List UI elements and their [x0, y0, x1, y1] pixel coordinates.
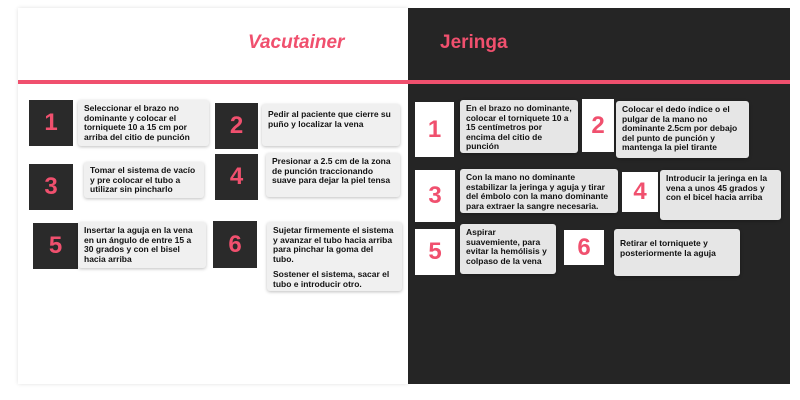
jeringa-step-5-number: 5: [415, 229, 455, 275]
jeringa-step-2-text: Colocar el dedo índice o el pulgar de la mano no dominante 2.5cm por debajo del punto de punción y mantenga la piel tirante: [616, 101, 749, 158]
jeringa-step-6-text: Retirar el torniquete y posteriormente la aguja: [614, 229, 740, 276]
jeringa-step-6-number: 6: [564, 230, 604, 265]
vacutainer-step-6-number: 6: [213, 221, 257, 268]
vacutainer-step-6-text-b: Sostener el sistema, sacar el tubo e introducir otro.: [273, 269, 390, 289]
jeringa-title: Jeringa: [440, 32, 508, 53]
vacutainer-step-2-text: Pedir al paciente que cierre su puño y localizar la vena: [262, 104, 400, 146]
vacutainer-step-5-text: Insertar la aguja en la vena en un ángulo de entre 15 a 30 grados y con el bisel hacia arriba: [78, 222, 206, 268]
jeringa-step-1-number: 1: [415, 102, 454, 157]
jeringa-step-4-text: Introducir la jeringa en la vena a unos 45 grados y con el bicel hacia arriba: [660, 170, 781, 220]
header-divider: [18, 80, 790, 84]
jeringa-step-4-number: 4: [622, 172, 658, 212]
vacutainer-step-3-number: 3: [29, 164, 73, 210]
vacutainer-step-2-number: 2: [215, 103, 258, 149]
jeringa-step-1-text: En el brazo no dominante, colocar el torniquete 10 a 15 centímetros por encima del citio de punción: [460, 100, 578, 153]
jeringa-step-3-text: Con la mano no dominante estabilizar la jeringa y aguja y tirar del émbolo con la mano dominante para extraer la sangre necesaria.: [460, 169, 618, 213]
vacutainer-title: Vacutainer: [248, 32, 345, 53]
jeringa-step-5-text: Aspirar suavemiente, para evitar la hemólisis y colpaso de la vena: [460, 224, 556, 274]
jeringa-step-2-number: 2: [582, 99, 614, 152]
vacutainer-step-1-number: 1: [29, 100, 73, 146]
vacutainer-step-6-text-a: Sujetar firmemente el sistema y avanzar el tubo hacia arriba para pinchar la goma del tubo.: [273, 225, 394, 264]
vacutainer-step-4-number: 4: [215, 154, 258, 200]
jeringa-step-3-number: 3: [415, 170, 455, 222]
vacutainer-step-5-number: 5: [33, 223, 78, 269]
vacutainer-step-1-text: Seleccionar el brazo no dominante y colocar el torniquete 10 a 15 cm por arriba del citio de punción: [78, 100, 209, 146]
vacutainer-step-6-text: [267, 222, 402, 291]
vacutainer-step-3-text: Tomar el sistema de vacío y pre colocar el tubo a utilizar sin pincharlo: [84, 162, 204, 198]
vacutainer-step-4-text: Presionar a 2.5 cm de la zona de punción traccionando suave para dejar la piel tensa: [266, 153, 400, 197]
